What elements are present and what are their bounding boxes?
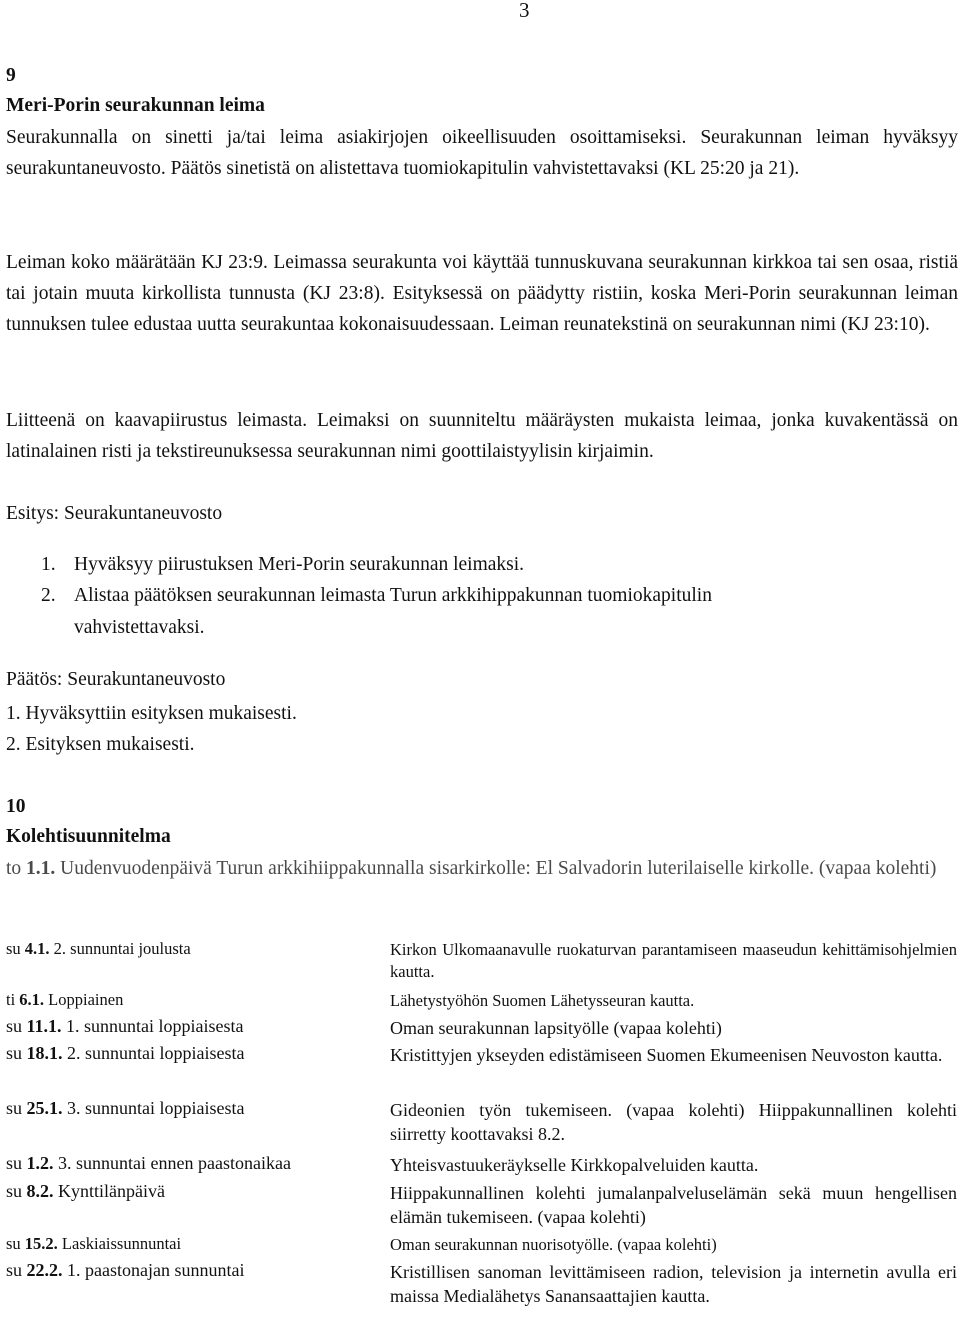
paatos-item-1: 1. Hyväksyttiin esityksen mukaisesti. xyxy=(6,703,297,724)
schedule-day: su xyxy=(6,1181,27,1201)
schedule-description: Kristillisen sanoman levittämiseen radion, television ja internetin avulla eri maissa Medialähetys Sanansaattajien kautta. xyxy=(390,1262,957,1306)
schedule-day: su xyxy=(6,939,25,958)
schedule-description: Lähetystyöhön Suomen Lähetysseuran kautta. xyxy=(390,991,695,1010)
schedule-day: ti xyxy=(6,990,20,1009)
schedule-day: su xyxy=(6,1043,27,1063)
paragraph-text: Seurakunnalla on sinetti ja/tai leima asiakirjojen oikeellisuuden osoittamiseksi. Seurakunnan leiman hyväksyy seurakuntaneuvosto. Päätös sinetistä on alistettava tuomiokapitulin vahvistettavaksi (KL 25:20 ja 21). xyxy=(6,127,958,179)
schedule-event: 3. sunnuntai ennen paastonaikaa xyxy=(53,1153,291,1173)
intro-text xyxy=(6,853,958,884)
intro-prefix: to xyxy=(6,858,27,879)
schedule-day: su xyxy=(6,1234,25,1253)
schedule-description: Hiippakunnallinen kolehti jumalanpalveluselämän sekä muun hengellisen elämän tukemiseen. (vapaa kolehti) xyxy=(390,1183,957,1227)
schedule-day: su xyxy=(6,1153,27,1173)
esitys-body: Seurakuntaneuvosto xyxy=(63,503,223,524)
paragraph-text: Leiman koko määrätään KJ 23:9. Leimassa seurakunta voi käyttää tunnuskuvana seurakunnan kirkkoa tai sen osaa, ristiä tai jotain muuta kirkollista tunnusta (KJ 23:8). Esityksessä on päädytty ristiin, koska Meri-Porin seurakunnan leiman tunnuksen tulee edustaa uutta seurakuntaa kokonaisuudessaan. Leiman reunatekstinä on seurakunnan nimi (KJ 23:10). xyxy=(6,252,958,335)
section-9-number: 9 xyxy=(6,65,16,86)
esitys-item-2-number: 2. xyxy=(41,585,56,606)
schedule-event: 1. paastonajan sunnuntai xyxy=(62,1260,245,1280)
section-9-paragraph-3 xyxy=(6,405,958,467)
section-10-number: 10 xyxy=(6,796,26,817)
schedule-date-value: 25.1. xyxy=(26,1098,63,1118)
schedule-event: 2. sunnuntai loppiaisesta xyxy=(62,1043,245,1063)
section-9-paragraph-2 xyxy=(6,247,958,340)
schedule-date xyxy=(6,939,191,959)
schedule-date xyxy=(6,1016,244,1037)
schedule-date xyxy=(6,1260,244,1281)
schedule-event: 3. sunnuntai loppiaisesta xyxy=(62,1098,245,1118)
schedule-date-value: 4.1. xyxy=(24,939,50,958)
schedule-description: Oman seurakunnan nuorisotyölle. (vapaa kolehti) xyxy=(390,1235,717,1254)
schedule-date xyxy=(6,990,123,1010)
section-9-title: Meri-Porin seurakunnan leima xyxy=(6,95,265,116)
section-9-paragraph-1 xyxy=(6,122,958,184)
schedule-date xyxy=(6,1153,291,1174)
esitys-label: Esitys: xyxy=(6,503,60,524)
paatos-line xyxy=(6,668,225,692)
schedule-event: Kynttilänpäivä xyxy=(53,1181,165,1201)
esitys-item-2-text: Alistaa päätöksen seurakunnan leimasta Turun arkkihippakunnan tuomiokapitulin xyxy=(74,585,712,606)
intro-date: 1.1. xyxy=(26,858,56,879)
schedule-date xyxy=(6,1098,245,1119)
paragraph-text: Liitteenä on kaavapiirustus leimasta. Leimaksi on suunniteltu määräysten mukaista leimaa, jonka kuvakentässä on latinalainen risti ja tekstireunuksessa seurakunnan nimi goottilaistyylisin kirjaimin. xyxy=(6,410,958,462)
esitys-item-1-text: Hyväksyy piirustuksen Meri-Porin seurakunnan leimaksi. xyxy=(74,554,525,575)
page-number: 3 xyxy=(519,0,530,22)
schedule-event: 1. sunnuntai loppiaisesta xyxy=(61,1016,244,1036)
schedule-date-value: 11.1. xyxy=(26,1016,62,1036)
paatos-label: Päätös: xyxy=(6,669,63,690)
schedule-event: Loppiainen xyxy=(44,990,124,1009)
schedule-date xyxy=(6,1234,181,1254)
schedule-date-value: 18.1. xyxy=(26,1043,63,1063)
schedule-date-value: 6.1. xyxy=(19,990,45,1009)
schedule-date-value: 1.2. xyxy=(26,1153,54,1173)
schedule-date-value: 22.2. xyxy=(26,1260,63,1280)
section-10-intro xyxy=(6,853,958,884)
schedule-event: 2. sunnuntai joulusta xyxy=(49,939,191,958)
esitys-item-2-text-continued: vahvistettavaksi. xyxy=(74,617,205,638)
schedule-date-value: 8.2. xyxy=(26,1181,54,1201)
schedule-day: su xyxy=(6,1260,27,1280)
paatos-item-2: 2. Esityksen mukaisesti. xyxy=(6,734,195,755)
schedule-date xyxy=(6,1043,245,1064)
schedule-event: Laskiaissunnuntai xyxy=(57,1234,182,1253)
esitys-line xyxy=(6,502,222,526)
schedule-date xyxy=(6,1181,165,1202)
intro-rest: Uudenvuodenpäivä Turun arkkihiippakunnalla sisarkirkolle: El Salvadorin luterilaiselle kirkolle. (vapaa kolehti) xyxy=(55,858,937,879)
schedule-description: Gideonien työn tukemiseen. (vapaa kolehti) Hiippakunnallinen kolehti siirretty koottavaksi 8.2. xyxy=(390,1100,957,1144)
schedule-date-value: 15.2. xyxy=(24,1234,58,1253)
schedule-description: Kristittyjen ykseyden edistämiseen Suomen Ekumeenisen Neuvoston kautta. xyxy=(390,1045,943,1065)
schedule-description: Yhteisvastuukeräykselle Kirkkopalveluiden kautta. xyxy=(390,1155,759,1175)
schedule-day: su xyxy=(6,1016,27,1036)
schedule-description: Kirkon Ulkomaanavulle ruokaturvan parantamiseen maaseudun kehittämisohjelmien kautta. xyxy=(390,940,957,981)
paatos-body: Seurakuntaneuvosto xyxy=(67,669,226,690)
schedule-day: su xyxy=(6,1098,27,1118)
esitys-item-1-number: 1. xyxy=(41,554,56,575)
section-10-title: Kolehtisuunnitelma xyxy=(6,826,171,847)
schedule-description: Oman seurakunnan lapsityölle (vapaa kolehti) xyxy=(390,1018,722,1038)
